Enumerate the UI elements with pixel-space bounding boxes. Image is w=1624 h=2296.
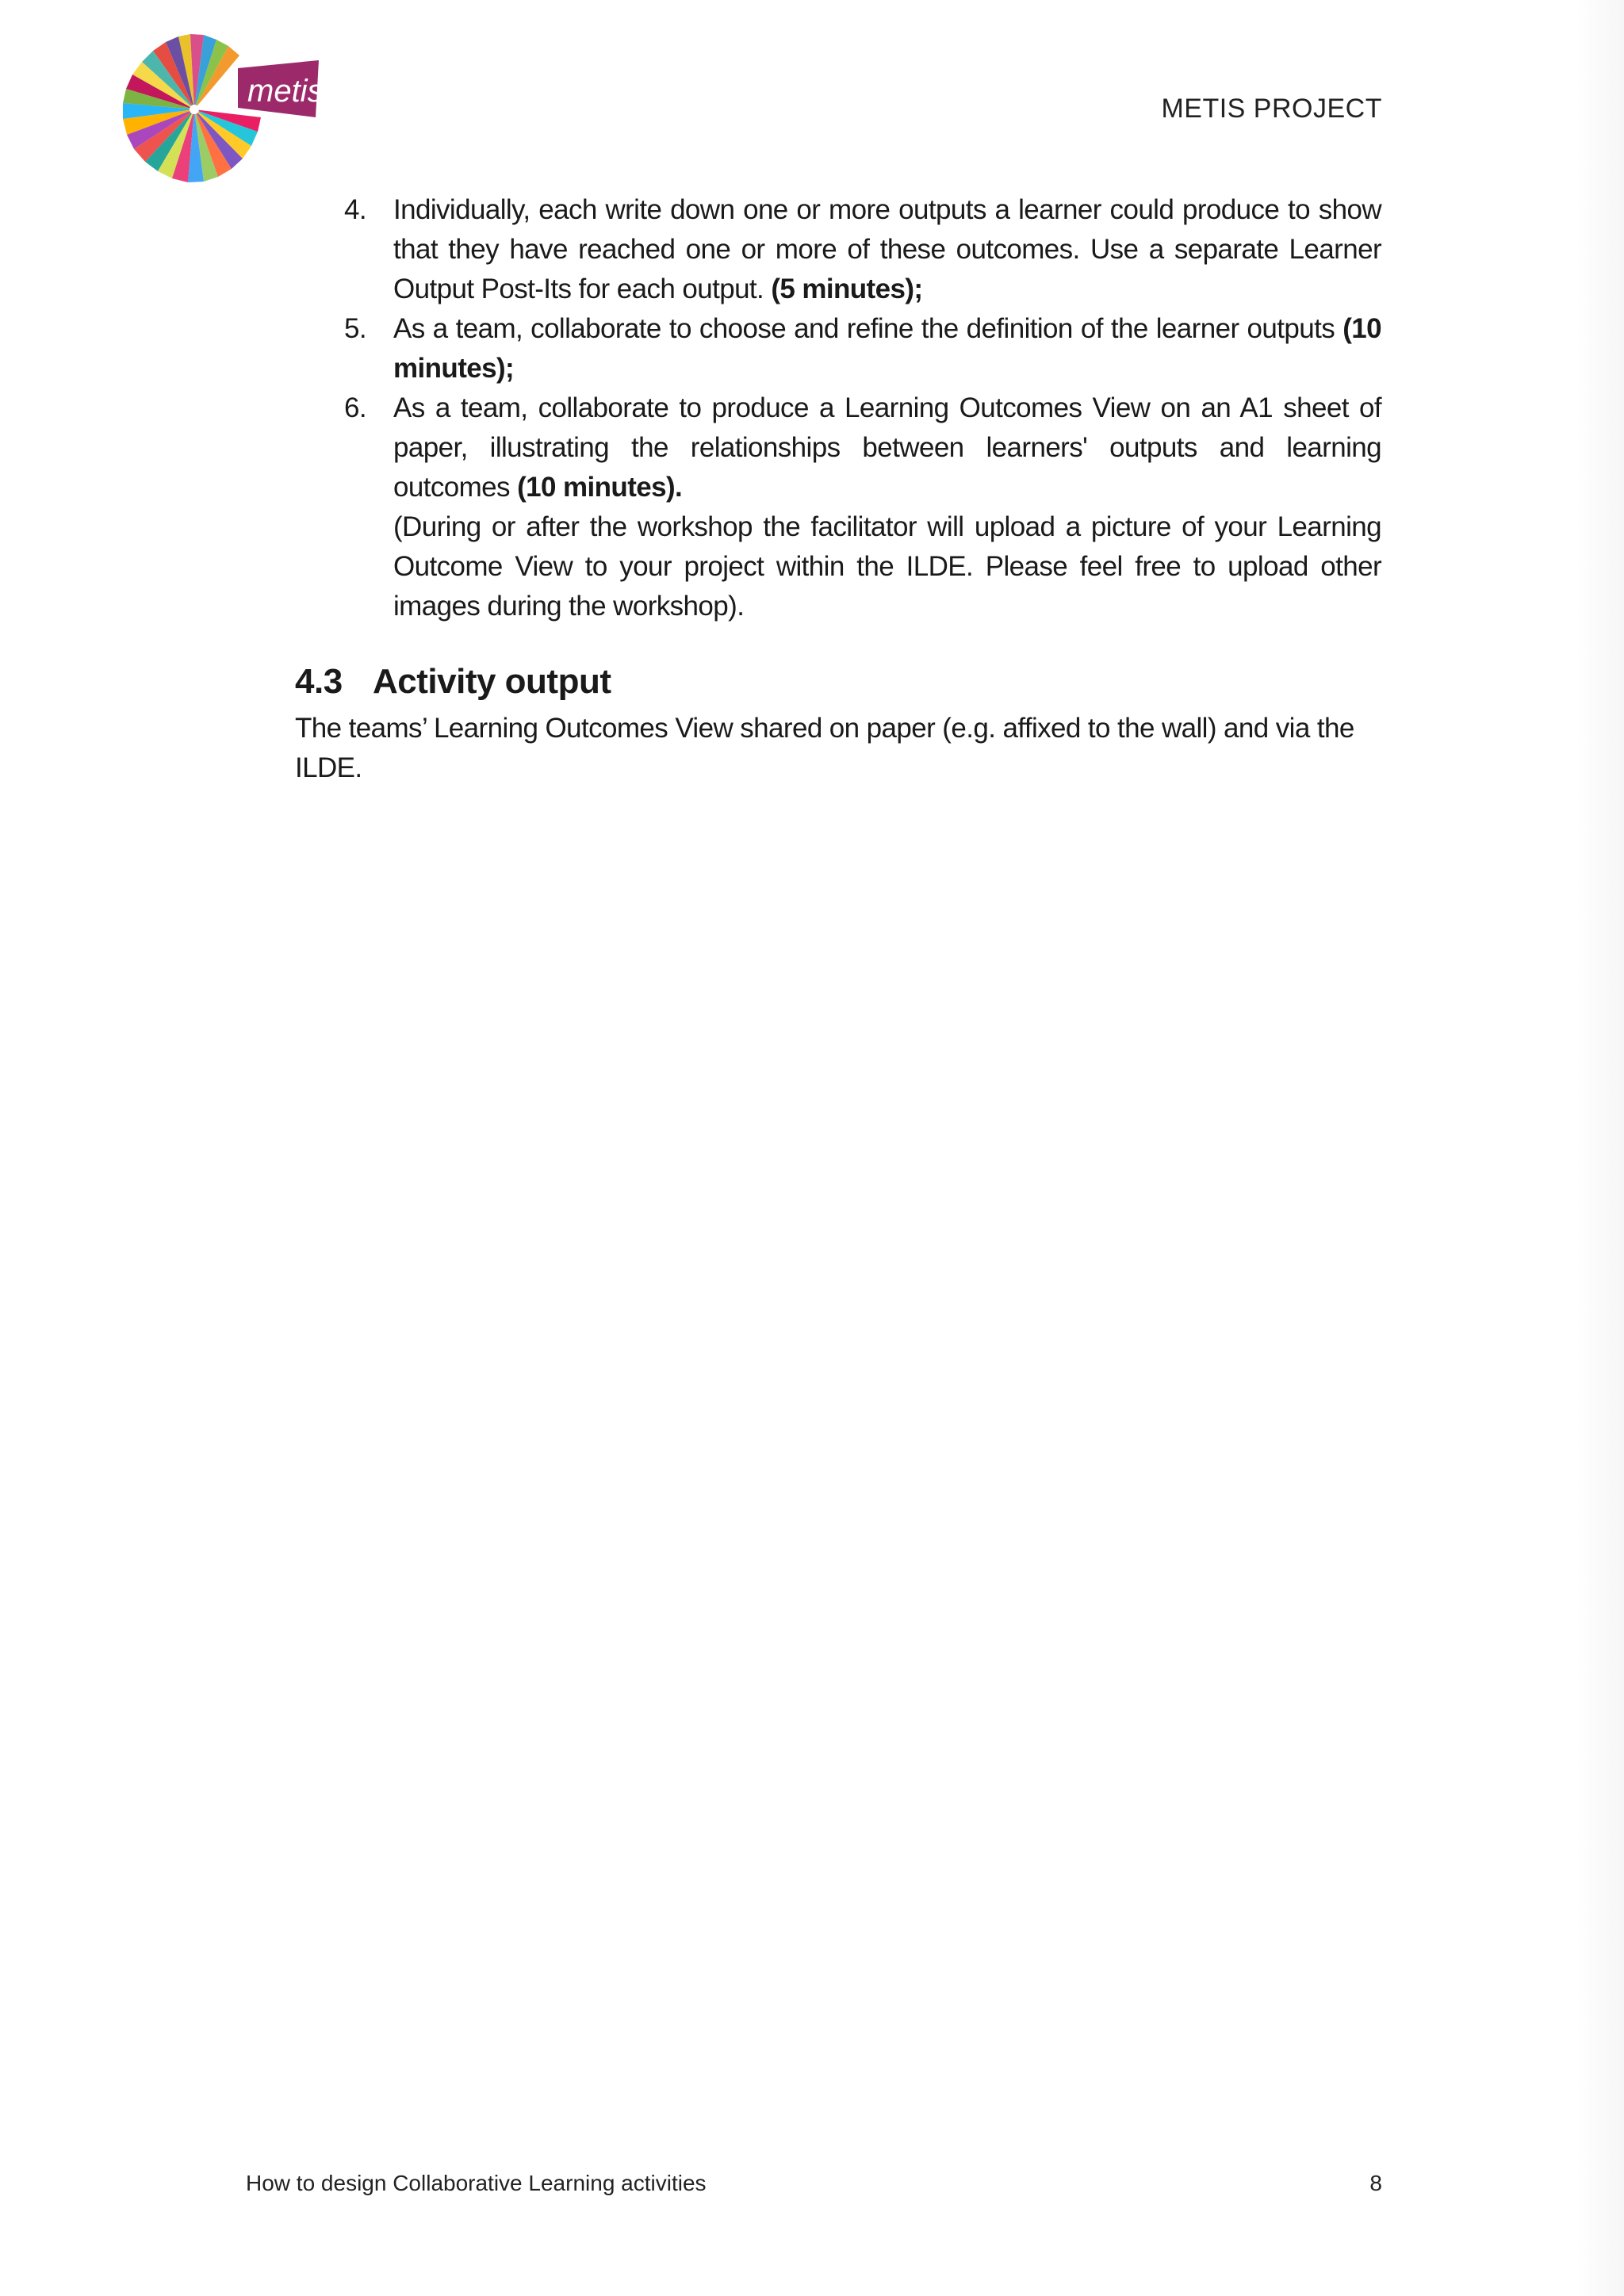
section-heading <box>295 658 1381 706</box>
section-body: The teams’ Learning Outcomes View shared on paper (e.g. affixed to the wall) and via the ILDE. <box>295 713 1354 783</box>
footer-page-number: 8 <box>1369 2171 1382 2195</box>
list-item-number: 4. <box>344 194 366 225</box>
list-item-duration: (5 minutes); <box>771 274 923 304</box>
section-number: 4.3 <box>295 662 343 701</box>
list-item <box>295 190 1381 309</box>
header-title: METIS PROJECT <box>1161 94 1382 124</box>
list-item-number: 6. <box>344 392 366 423</box>
list-item-text: Individually, each write down one or more outputs a learner could produce to show that they have reached one or more of these outcomes. Use a separate Learner Output Post-Its for each output. <box>393 194 1381 304</box>
list-item <box>295 309 1381 388</box>
list-item-number: 5. <box>344 313 366 344</box>
list-item-duration: (10 minutes). <box>517 472 683 503</box>
list-item-note: (During or after the workshop the facilitator will upload a picture of your Learning Outcome View to your project within the ILDE. Please feel free to upload other images during the workshop). <box>393 511 1381 622</box>
logo-wordmark: metis <box>247 74 324 109</box>
list-item-duration: (10 minutes); <box>393 313 1381 384</box>
main-content <box>295 190 1381 788</box>
list-item <box>295 388 1381 626</box>
list-item-text: As a team, collaborate to produce a Learning Outcomes View on an A1 sheet of paper, illustrating the relationships between learners' outputs and learning outcomes <box>393 392 1381 503</box>
metis-logo <box>119 30 325 185</box>
list-item-text: As a team, collaborate to choose and refine the definition of the learner outputs <box>393 313 1343 344</box>
section-title: Activity output <box>373 662 611 701</box>
footer-document-title: How to design Collaborative Learning activities <box>246 2171 707 2195</box>
metis-logo-graphic <box>119 30 325 185</box>
steps-list <box>295 190 1381 626</box>
